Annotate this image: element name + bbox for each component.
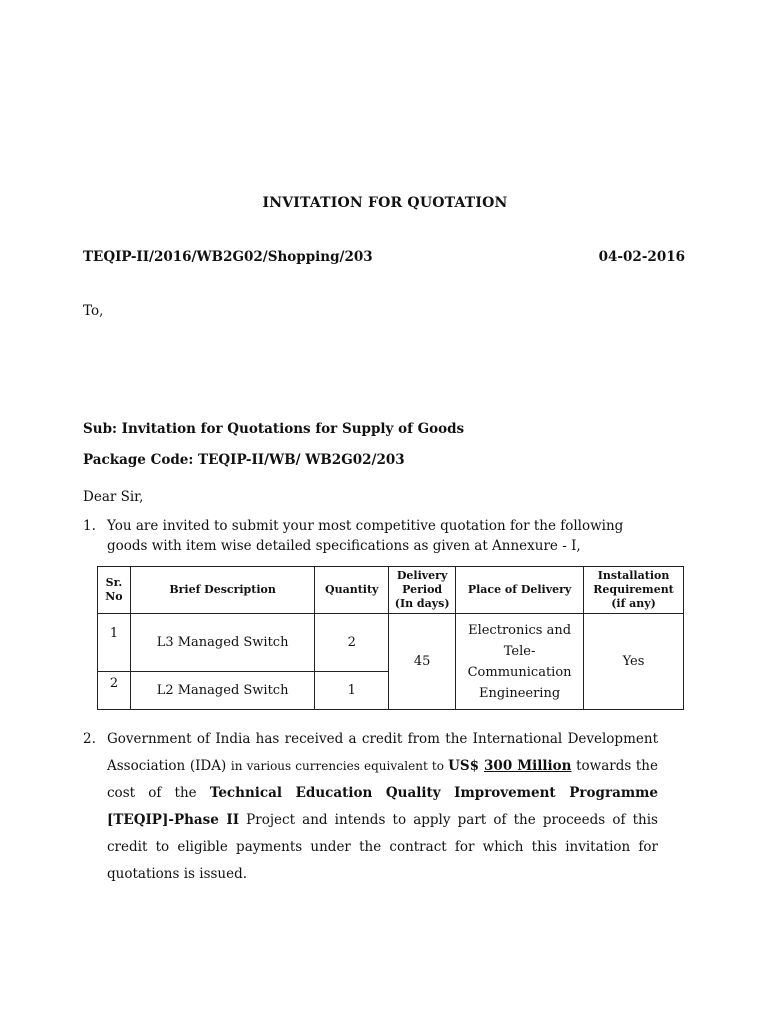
- header-quantity: Quantity: [315, 567, 389, 614]
- reference-number: TEQIP-II/2016/WB2G02/Shopping/203: [83, 249, 373, 265]
- installation-cell: Yes: [584, 614, 684, 710]
- paragraph-2-text-b: towards the cost of the: [107, 758, 658, 801]
- salutation: Dear Sir,: [83, 489, 144, 505]
- paragraph-2-text-small: in various currencies equivalent to: [230, 759, 449, 773]
- paragraph-2-text-a: Government of India has received a credit from the International Development Association (IDA): [107, 731, 658, 774]
- row-description: L2 Managed Switch: [130, 672, 314, 710]
- paragraph-2-number: 2.: [83, 731, 96, 747]
- header-delivery-period: Delivery Period (In days): [389, 567, 456, 614]
- subject-line: Sub: Invitation for Quotations for Supply of Goods: [83, 421, 465, 437]
- paragraph-1-number: 1.: [83, 518, 96, 534]
- header-installation: Installation Requirement (if any): [584, 567, 684, 614]
- place-of-delivery-cell: Electronics and Tele-Communication Engineering: [456, 614, 584, 710]
- header-place-of-delivery: Place of Delivery: [456, 567, 584, 614]
- paragraph-2-text-c: Project and intends to apply part of the proceeds of this credit to eligible payments under the contract for which this invitation for quotations is issued.: [107, 812, 658, 882]
- row-description: L3 Managed Switch: [130, 614, 314, 672]
- addressee-label: To,: [83, 303, 104, 319]
- paragraph-1: [83, 516, 663, 556]
- header-sr-no: Sr. No: [98, 567, 131, 614]
- document-date: 04-02-2016: [598, 249, 685, 265]
- us-label: US$: [448, 758, 485, 774]
- header-description: Brief Description: [130, 567, 314, 614]
- package-code: Package Code: TEQIP-II/WB/ WB2G02/203: [83, 452, 405, 468]
- row-sr-no: 1: [98, 614, 131, 672]
- paragraph-1-text: You are invited to submit your most competitive quotation for the following goods with item wise detailed specifications as given at Annexure - I,: [107, 518, 624, 554]
- document-title: INVITATION FOR QUOTATION: [262, 195, 508, 211]
- row-sr-no: 2: [98, 672, 131, 710]
- items-table: [97, 566, 684, 710]
- paragraph-2-text: [107, 726, 658, 888]
- table-row: [98, 614, 684, 672]
- row-quantity: 2: [315, 614, 389, 672]
- table-header-row: [98, 567, 684, 614]
- delivery-period-cell: 45: [389, 614, 456, 710]
- paragraph-2: [83, 726, 658, 888]
- row-quantity: 1: [315, 672, 389, 710]
- programme-name: Technical Education Quality Improvement Programme [TEQIP]-Phase II: [107, 785, 658, 828]
- credit-amount: 300 Million: [484, 758, 572, 774]
